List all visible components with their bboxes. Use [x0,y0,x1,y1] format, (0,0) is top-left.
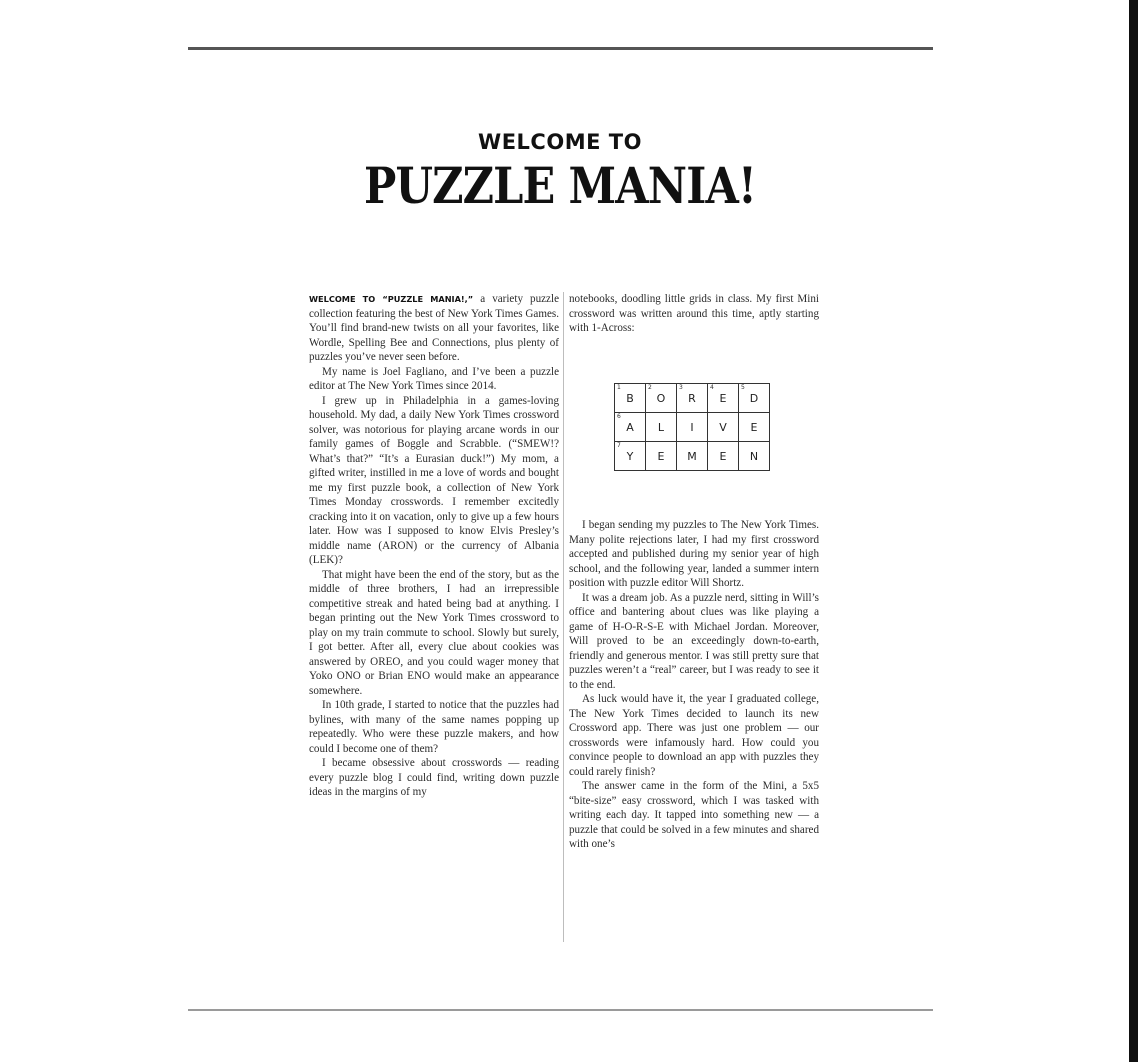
cell-letter: A [626,420,634,434]
grid-cell [708,413,739,442]
cell-letter: O [656,391,666,405]
body-paragraph: I began sending my puzzles to The New York Times. Many polite rejections later, I had my first crossword accepted and published during my senior year of high school, and the following year, landed a summer intern position with puzzle editor Will Shortz. [569,519,819,589]
grid-cell [677,442,708,471]
cell-number: 3 [679,384,683,391]
cell-letter: E [719,391,727,405]
headline-kicker: WELCOME TO [478,130,642,154]
right-column-top [569,292,819,336]
cell-number: 5 [741,384,745,391]
grid-row [615,442,770,471]
left-column [309,292,559,800]
right-column-bottom [569,518,819,852]
grid-cell [739,442,770,471]
cell-number: 4 [710,384,714,391]
grid-cell [677,384,708,413]
grid-cell [615,442,646,471]
cell-letter: I [690,420,694,434]
grid-cell [708,442,739,471]
cell-number: 2 [648,384,652,391]
body-paragraph: My name is Joel Fagliano, and I’ve been a puzzle editor at The New York Times since 2014. [309,365,559,392]
grid-cell [646,384,677,413]
grid-cell [646,442,677,471]
grid-cell [615,413,646,442]
body-paragraph: It was a dream job. As a puzzle nerd, sitting in Will’s office and bantering about clues was like playing a game of H-O-R-S-E with Michael Jordan. Moreover, Will proved to be an exceedingly down-to-earth, friendly and generous mentor. I was still pretty sure that puzzles weren’t a “real” career, but I was ready to see it to the end. [569,591,819,691]
intro-paragraph [309,292,559,365]
body-paragraph: That might have been the end of the story, but as the middle of three brothers, I had an irrepressible competitive streak and hated being bad at anything. I began printing out the New York Times crossword to play on my train commute to school. Slowly but surely, I got better. After all, every clue about cookies was answered by OREO, and you could wager money that Yoko ONO or Brian ENO would make an appearance somewhere. [309,568,559,697]
top-rule [188,47,933,50]
cell-letter: E [750,420,758,434]
body-paragraph: notebooks, doodling little grids in class. My first Mini crossword was written around this time, aptly starting with 1-Across: [569,293,819,334]
grid-row [615,384,770,413]
grid-cell [677,413,708,442]
bottom-rule [188,1009,933,1011]
grid-cell [615,384,646,413]
cell-letter: L [657,420,665,434]
grid-cell [739,384,770,413]
body-paragraph: As luck would have it, the year I graduated college, The New York Times decided to launch its new Crossword app. There was just one problem — our crosswords were infamously hard. How could you convince people to download an app with puzzles they could rarely finish? [569,693,819,778]
headline-title: PUZZLE MANIA! [363,156,757,215]
grid-cell [646,413,677,442]
body-paragraph: The answer came in the form of the Mini, a 5x5 “bite-size” easy crossword, which I was tasked with writing each day. It tapped into something new — a puzzle that could be solved in a few minutes and shared with one’s [569,780,819,850]
grid-cell [739,413,770,442]
cell-letter: N [749,449,759,463]
column-divider [563,292,564,942]
cell-letter: R [688,391,696,405]
cell-number: 6 [617,413,621,420]
cell-letter: E [657,449,665,463]
grid-row [615,413,770,442]
cell-letter: Y [626,449,634,463]
cell-number: 7 [617,442,621,449]
grid-cell [708,384,739,413]
cell-letter: E [719,449,727,463]
mini-crossword-grid [614,383,770,471]
cell-number: 1 [617,384,621,391]
page-edge-bar [1129,0,1138,1062]
cell-letter: M [687,449,697,463]
body-paragraph: I became obsessive about crosswords — reading every puzzle blog I could find, writing down puzzle ideas in the margins of my [309,757,559,798]
lead-in: WELCOME TO “PUZZLE MANIA!,” [309,294,474,304]
body-paragraph: In 10th grade, I started to notice that the puzzles had bylines, with many of the same names popping up repeatedly. Who were these puzzle makers, and how could I become one of them? [309,699,559,755]
cell-letter: V [719,420,727,434]
cell-letter: B [626,391,634,405]
intro-text: a variety puzzle collection featuring the best of New York Times Games. You’ll find brand-new twists on all your favorites, like Wordle, Spelling Bee and Connections, plus plenty of puzzles you’ve never seen before. [309,293,559,363]
body-paragraph: I grew up in Philadelphia in a games-loving household. My dad, a daily New York Times crossword solver, was notorious for playing arcane words in our family games of Boggle and Scrabble. (“SMEW!? What’s that?” “It’s a Eurasian duck!”) My mom, a gifted writer, instilled in me a love of words and bought me my first puzzle book, a collection of New York Times Monday crosswords. I remember excitedly cracking into it on vacation, only to give up a few hours later. How was I supposed to know Elvis Presley’s middle name (ARON) or the currency of Albania (LEK)? [309,394,559,566]
cell-letter: D [749,391,759,405]
